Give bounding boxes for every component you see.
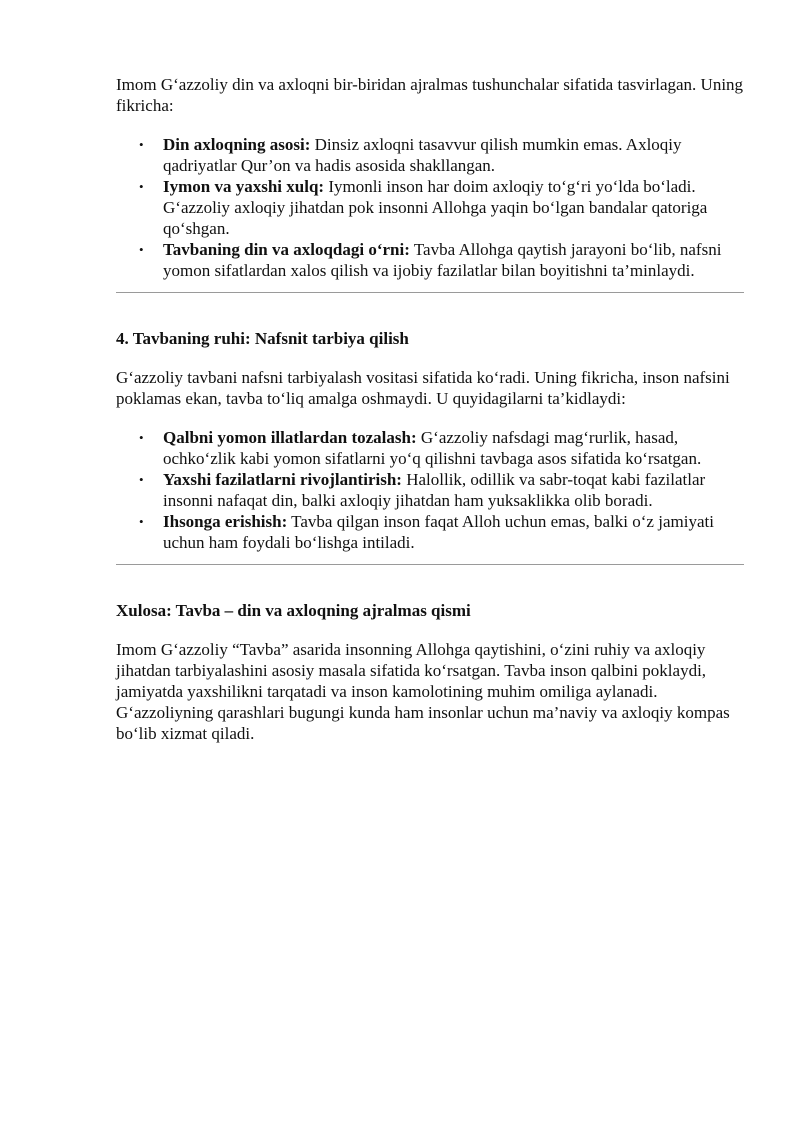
section-heading: 4. Tavbaning ruhi: Nafsnit tarbiya qilish [116, 329, 409, 348]
list-item-text: Halollik, odillik va sabr-toqat kabi fazilatlar insonni nafaqat din, balki axloqiy jihatdan ham yuksaklikka olib boradi. [163, 470, 706, 510]
list-item-term: Ihsonga erishish: [163, 512, 288, 531]
bullet-icon: • [139, 514, 144, 529]
intro-paragraph: Imom G‘azzoliy din va axloqni bir-biridan ajralmas tushunchalar sifatida tasvirlagan. Uning fikricha: [116, 75, 744, 115]
list-item-term: Yaxshi fazilatlarni rivojlantirish: [163, 470, 402, 489]
bullet-icon: • [139, 430, 144, 445]
bullet-icon: • [139, 242, 144, 257]
list-item [139, 176, 744, 239]
intro-bullet-list [116, 134, 744, 281]
section-paragraph: G‘azzoliy tavbani nafsni tarbiyalash vositasi sifatida ko‘radi. Uning fikricha, inson nafsini poklamas ekan, tavba to‘liq amalga oshmaydi. U quyidagilarni ta’kidlaydi: [116, 368, 730, 408]
list-item [139, 469, 744, 511]
bullet-icon: • [139, 179, 144, 194]
list-item [139, 134, 744, 176]
section-divider [116, 292, 744, 293]
list-item-term: Qalbni yomon illatlardan tozalash: [163, 428, 417, 447]
document-page [116, 74, 744, 744]
list-item-text: G‘azzoliy nafsdagi mag‘rurlik, hasad, ochko‘zlik kabi yomon sifatlarni yo‘q qilishni tavbaga asos sifatida ko‘rsatgan. [163, 428, 702, 468]
list-item [139, 239, 744, 281]
list-item-text: Iymonli inson har doim axloqiy to‘g‘ri yo‘lda bo‘ladi. G‘azzoliy axloqiy jihatdan pok insonni Allohga yaqin bo‘lgan bandalar qatoriga qo‘shgan. [163, 177, 708, 238]
list-item-text: Dinsiz axloqni tasavvur qilish mumkin emas. Axloqiy qadriyatlar Qur’on va hadis asosida shakllangan. [163, 135, 682, 175]
list-item [139, 427, 744, 469]
conclusion-paragraph: Imom G‘azzoliy “Tavba” asarida insonning Allohga qaytishini, o‘zini ruhiy va axloqiy jihatdan tarbiyalashini asosiy masala sifatida ko‘rsatgan. Tavba inson qalbini poklaydi, jamiyatda yaxshilikni tarqatadi va inson kamolotining muhim omiliga aylanadi. G‘azzoliyning qarashlari bugungi kunda ham insonlar uchun ma’naviy va axloqiy kompas bo‘lib xizmat qiladi. [116, 640, 730, 743]
list-item-text: Tavba Allohga qaytish jarayoni bo‘lib, nafsni yomon sifatlardan xalos qilish va ijobiy fazilatlar bilan boyitishni ta’minlaydi. [163, 240, 722, 280]
section-bullet-list [116, 427, 744, 553]
list-item [139, 511, 744, 553]
list-item-term: Tavbaning din va axloqdagi o‘rni: [163, 240, 410, 259]
bullet-icon: • [139, 472, 144, 487]
list-item-term: Din axloqning asosi: [163, 135, 311, 154]
list-item-term: Iymon va yaxshi xulq: [163, 177, 325, 196]
list-item-text: Tavba qilgan inson faqat Alloh uchun emas, balki o‘z jamiyati uchun ham foydali bo‘lishga intiladi. [163, 512, 714, 552]
bullet-icon: • [139, 137, 144, 152]
conclusion-heading: Xulosa: Tavba – din va axloqning ajralmas qismi [116, 601, 471, 620]
section-divider [116, 564, 744, 565]
